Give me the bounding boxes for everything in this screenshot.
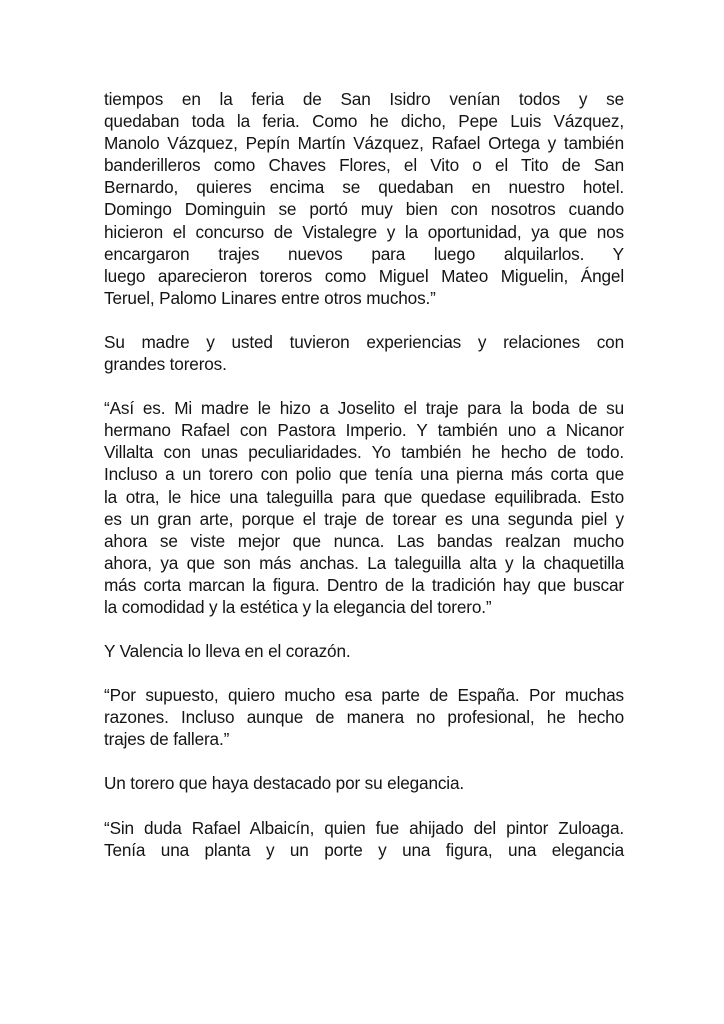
text-line: Teruel, Palomo Linares entre otros muchos.” [104, 287, 436, 308]
text-line: luego aparecieron toreros como Miguel Mateo Miguelin, Ángel [104, 265, 624, 286]
text-line: Y Valencia lo lleva en el corazón. [104, 641, 351, 662]
text-line: Bernardo, quieres encima se quedaban en nuestro hotel. [104, 177, 624, 198]
text-line: “Así es. Mi madre le hizo a Joselito el traje para la boda de su [104, 398, 624, 419]
text-line: ahora se viste mejor que nunca. Las bandas realzan mucho [104, 530, 624, 551]
text-line: razones. Incluso aunque de manera no profesional, he hecho [104, 707, 624, 728]
text-line: Su madre y usted tuvieron experiencias y relaciones con [104, 331, 624, 352]
text-line: banderilleros como Chaves Flores, el Vito o el Tito de San [104, 155, 624, 176]
text-line: Incluso a un torero con polio que tenía una pierna más corta que [104, 464, 624, 485]
text-line: más corta marcan la figura. Dentro de la tradición hay que buscar [104, 574, 624, 595]
paragraph-question-valencia [104, 640, 624, 662]
text-line: es un gran arte, porque el traje de torear es una segunda piel y [104, 508, 624, 529]
text-line: hicieron el concurso de Vistalegre y la oportunidad, ya que nos [104, 221, 624, 242]
text-line: la comodidad y la estética y la elegancia del torero.” [104, 596, 492, 617]
paragraph-answer-hotel [104, 88, 624, 309]
text-line: Domingo Dominguin se portó muy bien con nosotros cuando [104, 199, 624, 220]
text-line: trajes de fallera.” [104, 729, 230, 750]
paragraph-answer-joselito [104, 397, 624, 618]
paragraph-question-elegancia [104, 772, 624, 794]
text-line: ahora, ya que son más anchas. La taleguilla alta y la chaquetilla [104, 552, 624, 573]
text-line: Villalta con unas peculiaridades. Yo también he hecho de todo. [104, 442, 624, 463]
text-line: quedaban toda la feria. Como he dicho, Pepe Luis Vázquez, [104, 111, 624, 132]
text-line: “Sin duda Rafael Albaicín, quien fue ahijado del pintor Zuloaga. [104, 817, 624, 838]
text-line: Tenía una planta y un porte y una figura, una elegancia [104, 839, 624, 860]
text-line: encargaron trajes nuevos para luego alquilarlos. Y [104, 243, 624, 264]
paragraph-answer-valencia [104, 684, 624, 750]
text-line: “Por supuesto, quiero mucho esa parte de España. Por muchas [104, 685, 624, 706]
document-page [104, 88, 624, 883]
paragraph-question-toreros [104, 331, 624, 375]
text-line: tiempos en la feria de San Isidro venían todos y se [104, 89, 624, 109]
text-line: la otra, le hice una taleguilla para que quedase equilibrada. Esto [104, 486, 624, 507]
paragraph-answer-albaicin [104, 817, 624, 861]
text-line: grandes toreros. [104, 354, 227, 375]
text-line: Un torero que haya destacado por su elegancia. [104, 773, 465, 794]
text-line: Manolo Vázquez, Pepín Martín Vázquez, Rafael Ortega y también [104, 133, 624, 154]
text-line: hermano Rafael con Pastora Imperio. Y también uno a Nicanor [104, 420, 624, 441]
